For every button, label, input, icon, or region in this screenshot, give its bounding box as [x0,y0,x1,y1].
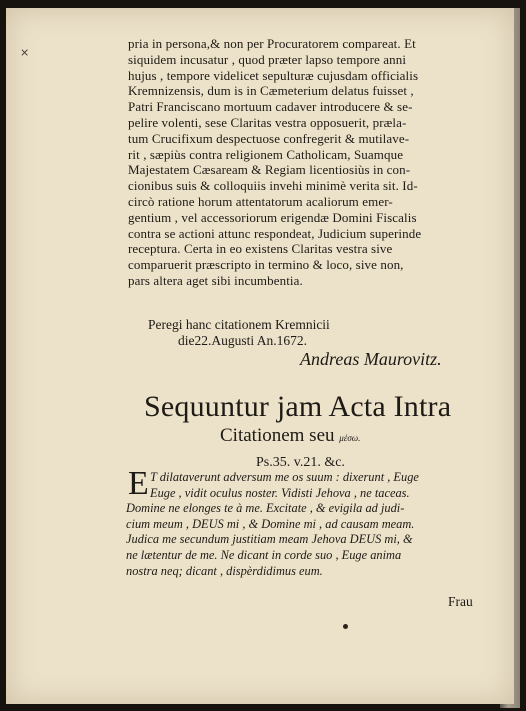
psalm-reference: Ps.35. v.21. &c. [256,455,345,470]
body-line: cionibus suis & colloquiis invehi minimè verita sit. Id- [128,178,418,194]
subheading-text: Citationem seu [220,425,335,446]
body-line: Kremnizensis, dum is in Cæmeterium delatus fuisset , [128,83,414,99]
quote-line: Judica me secundum justitiam meam Jehova DEUS mi, & [126,532,413,547]
body-line: hujus , tempore videlicet sepulturæ cujusdam officialis [128,67,419,83]
quote-line: Domine ne elonges te à me. Excitate , & evigila ad judi- [126,501,405,516]
quote-line: cium meum , DEUS mi , & Domine mi , ad causam meam. [126,516,415,531]
body-line: tum Crucifixum despectuose confregerit & mutilave- [128,130,410,146]
body-line: circò ratione horum attentatorum acaliorum emer- [128,193,393,209]
section-subheading [220,425,360,447]
body-line: contra se actioni attunc respondeat, Judicium superinde [128,225,422,241]
body-line: pria in persona,& non per Procuratorem compareat. Et [128,36,416,51]
quote-line: Euge , vidit oculus noster. Vidisti Jehova , ne taceas. [150,485,410,500]
body-line: gentium , vel accessoriorum erigendæ Domini Fiscalis [128,209,417,225]
psalm-quote [126,470,484,579]
body-text [128,36,484,289]
signer-name: Andreas Maurovitz. [300,349,442,369]
body-line: receptura. Certa in eo existens Claritas vestra sive [128,241,393,257]
peregi-line: Peregi hanc citationem Kremnicii [148,317,330,332]
quote-line: nostra neq; dicant , dispèrdidimus eum. [126,563,323,578]
body-line: Patri Franciscano mortuum cadaver introducere & se- [128,99,413,115]
body-line: pelire volenti, sese Claritas vestra opposuerit, præla- [128,114,407,130]
date-line: die22.Augusti An.1672. [178,333,308,348]
catchword: Frau [448,594,473,609]
quote-line: ne lætentur de me. Ne dicant in corde suo , Euge anima [126,547,402,562]
body-line: Majestatem Cæsaream & Regiam licentiosiùs in con- [128,162,411,178]
ink-dot [343,624,348,629]
quote-line: T dilataverunt adversum me os suum : dixerunt , Euge [150,470,419,484]
body-line: pars altera aget sibi incumbentia. [128,272,303,288]
body-line: comparuerit præscripto in termino & loco, sive non, [128,257,404,273]
body-line: siquidem incusatur , quod præter lapso tempore anni [128,51,407,67]
section-heading: Sequuntur jam Acta Intra [144,390,452,423]
margin-mark: × [20,46,30,59]
drop-cap: E [128,465,149,502]
body-line: rit , sæpiùs contra religionem Catholicam, Suamque [128,146,404,162]
subheading-greek: μέσω. [339,433,361,443]
